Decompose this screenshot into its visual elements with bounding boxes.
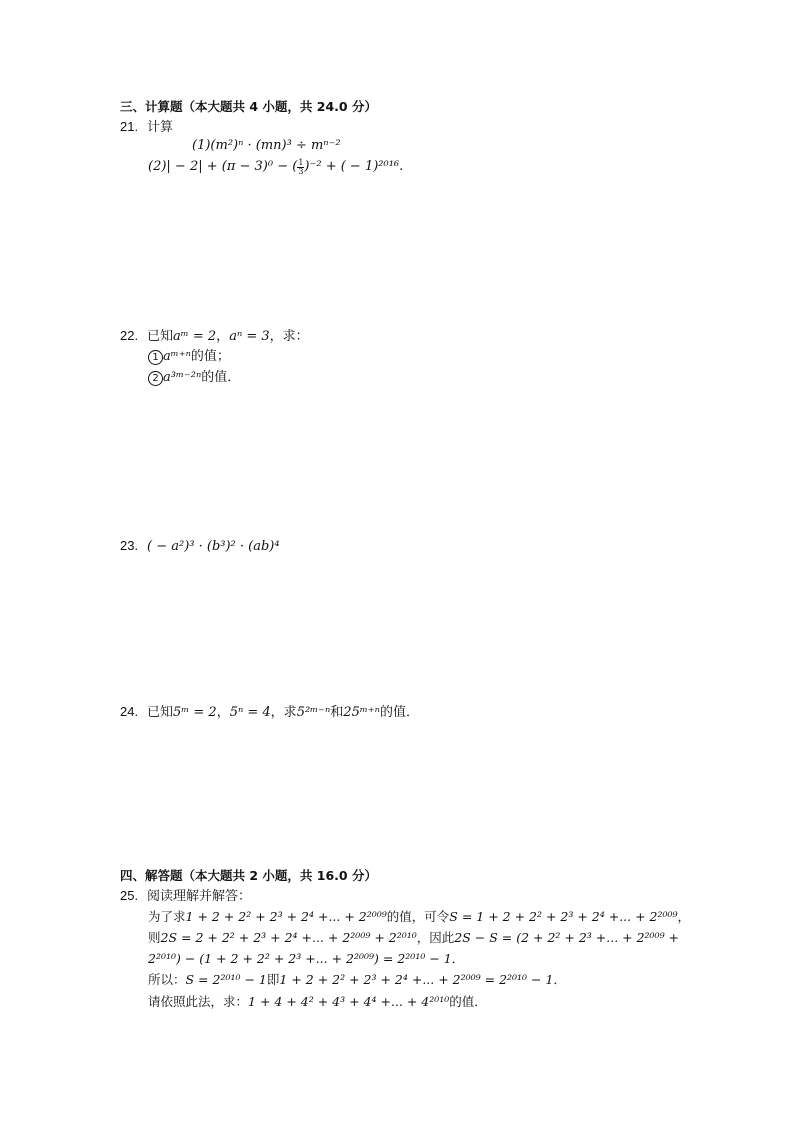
question-24-separator: ，: [216, 705, 230, 720]
section-3-score: 24.0: [316, 99, 348, 114]
line-1-text-a: 为了求: [148, 909, 186, 924]
section-4-question-count: 2: [249, 868, 259, 883]
section-4-heading: [120, 867, 377, 885]
line-2-text-a: 则: [148, 930, 161, 945]
question-22-separator: ，: [216, 329, 230, 344]
line-4-end: ．: [553, 972, 566, 987]
circled-number-1: 1: [148, 350, 163, 365]
line-4-expression-2: 1 + 2 + 2² + 2³ + 2⁴ +... + 2²⁰⁰⁹ = 2²⁰¹⁰ − 1: [279, 972, 554, 987]
section-3-heading: [120, 98, 377, 116]
question-24-ask: ，求: [270, 705, 297, 720]
question-22-item-1: [148, 348, 230, 366]
section-4-title-prefix: 四、解答题（本大题共: [120, 868, 250, 883]
line-4-text-a: 所以：: [148, 972, 186, 987]
question-21-header: [120, 118, 173, 137]
line-5-text-a: 请依照此法，求：: [148, 994, 249, 1009]
question-22-ask: ，求：: [269, 329, 309, 344]
question-24-number: 24.: [120, 704, 139, 719]
line-1-expression: 1 + 2 + 2² + 2³ + 2⁴ +... + 2²⁰⁰⁹: [185, 909, 387, 924]
question-22-item-2: [148, 369, 240, 387]
question-22-item-2-expression: a³ᵐ⁻²ⁿ: [163, 370, 202, 385]
question-25-intro: 阅读理解并解答：: [147, 889, 252, 904]
question-25-line-2: [148, 929, 679, 947]
section-4-score: 16.0: [316, 868, 348, 883]
question-21-part-1: (1)(m²)ⁿ · (mn)³ ÷ mⁿ⁻²: [192, 138, 341, 153]
line-2-expression-2: 2S − S = (2 + 2² + 2³ +... + 2²⁰⁰⁹ +: [454, 930, 680, 945]
question-24-equation-2: 5ⁿ = 4: [229, 705, 271, 720]
question-25-line-4: [148, 971, 566, 989]
question-22-equation-2: aⁿ = 3: [229, 329, 270, 344]
question-24-equation-1: 5ᵐ = 2: [173, 705, 217, 720]
question-21-number: 21.: [120, 119, 139, 134]
line-1-text-b: 的值，可令: [386, 909, 450, 924]
question-24-expression-1: 5²ᵐ⁻ⁿ: [296, 705, 331, 720]
line-1-text-c: ，: [677, 909, 691, 924]
question-22-number: 22.: [120, 328, 139, 343]
section-4-title-suffix: 分）: [347, 868, 377, 883]
fraction-denominator: 3: [298, 167, 304, 176]
question-23-number: 23.: [120, 538, 139, 553]
line-1-expression-2: S = 1 + 2 + 2² + 2³ + 2⁴ +... + 2²⁰⁰⁹: [449, 909, 678, 924]
question-23-expression: ( − a²)³ · (b³)² · (ab)⁴: [147, 539, 280, 554]
question-22-item-2-text: 的值．: [201, 370, 241, 385]
line-2-text-b: ，因此: [416, 930, 455, 945]
line-3-end: ．: [451, 951, 465, 966]
question-24-and: 和: [330, 705, 344, 720]
section-3-title-suffix: 分）: [347, 99, 377, 114]
question-25-line-5: [148, 993, 487, 1011]
line-2-expression: 2S = 2 + 2² + 2³ + 2⁴ +... + 2²⁰⁰⁹ + 2²⁰¹⁰: [160, 930, 417, 945]
question-25-header: [120, 887, 251, 906]
line-3-expression: 2²⁰¹⁰) − (1 + 2 + 2² + 2³ +... + 2²⁰⁰⁹) = 2²⁰¹⁰ − 1: [148, 951, 452, 966]
question-21-part-2-prefix: (2)| − 2| + (π − 3)⁰ − (: [148, 159, 298, 174]
circled-number-2: 2: [148, 371, 163, 386]
question-21-label: 计算: [147, 120, 174, 135]
question-24-expression-2: 25ᵐ⁺ⁿ: [343, 705, 380, 720]
section-3-title-middle: 小题，共: [258, 99, 317, 114]
section-4-title-middle: 小题，共: [258, 868, 317, 883]
question-25-line-3: [148, 950, 464, 968]
section-3-question-count: 4: [249, 99, 259, 114]
line-5-text-b: 的值．: [449, 994, 487, 1009]
question-21-part-2-suffix: )⁻² + ( − 1)²⁰¹⁶.: [304, 159, 404, 174]
question-22-item-1-text: 的值；: [190, 349, 230, 364]
line-4-expression: S = 2²⁰¹⁰ − 1: [185, 972, 267, 987]
question-22-equation-1: aᵐ = 2: [173, 329, 217, 344]
question-21-part-2: [148, 158, 403, 176]
question-22-known: 已知: [147, 329, 174, 344]
question-22-stem: [120, 327, 309, 346]
question-23: [120, 537, 280, 556]
question-24: [120, 703, 419, 722]
line-5-expression: 1 + 4 + 4² + 4³ + 4⁴ +... + 4²⁰¹⁰: [248, 994, 450, 1009]
question-24-end: 的值．: [379, 705, 419, 720]
question-24-known: 已知: [147, 705, 174, 720]
question-22-item-1-expression: aᵐ⁺ⁿ: [163, 349, 191, 364]
line-4-text-b: 即: [266, 972, 280, 987]
question-25-line-1: [148, 908, 690, 926]
fraction-numerator: 1: [298, 158, 304, 167]
question-25-number: 25.: [120, 888, 139, 903]
section-3-title-prefix: 三、计算题（本大题共: [120, 99, 250, 114]
